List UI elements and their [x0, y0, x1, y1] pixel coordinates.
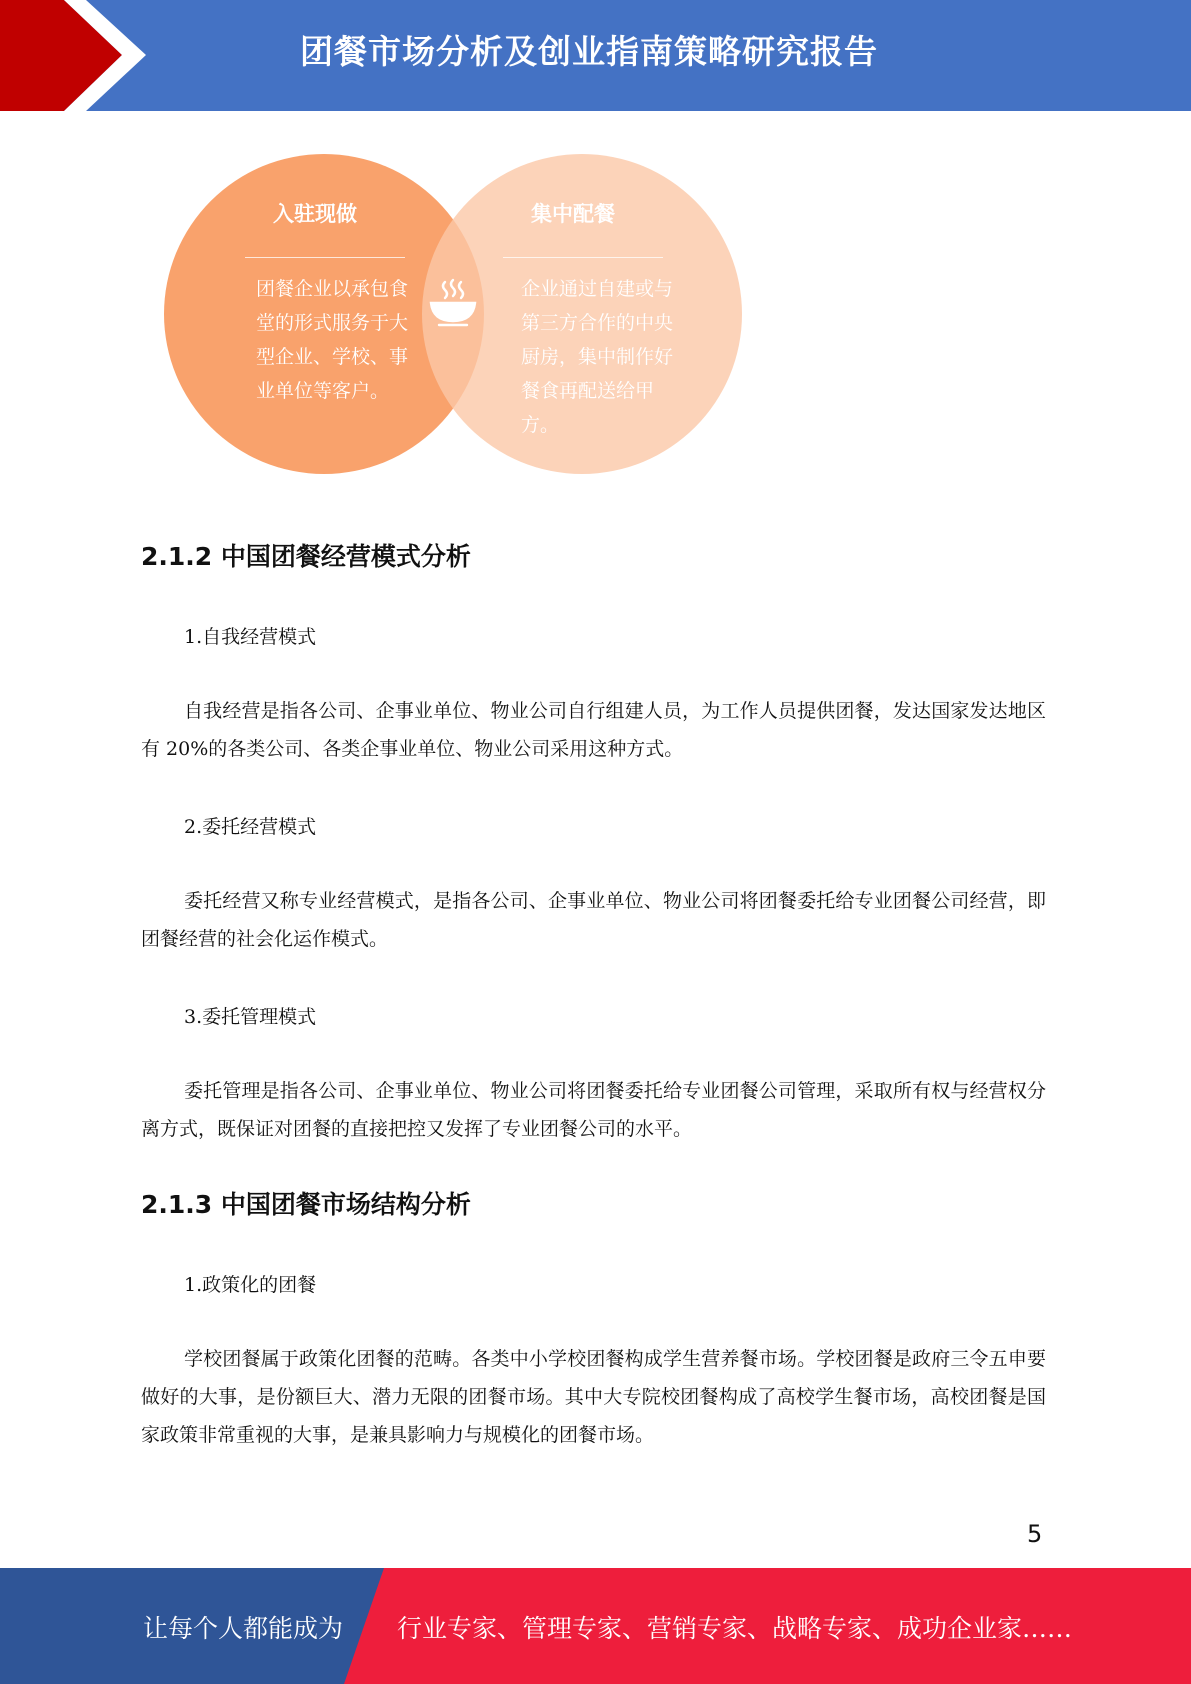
page-number: 5: [1027, 1520, 1043, 1548]
paragraph-policy-catering: 学校团餐属于政策化团餐的范畴。各类中小学校团餐构成学生营养餐市场。学校团餐是政府三令五申要做好的大事，是份额巨大、潜力无限的团餐市场。其中大专院校团餐构成了高校学生餐市场，高校团餐是国家政策非常重视的大事，是兼具影响力与规模化的团餐市场。: [141, 1348, 1046, 1446]
left-circle-text: 团餐企业以承包食堂的形式服务于大型企业、学校、事业单位等客户。: [256, 278, 409, 402]
paragraph-self-operation: 自我经营是指各公司、企事业单位、物业公司自行组建人员，为工作人员提供团餐，发达国家发达地区有 20%的各类公司、各类企事业单位、物业公司采用这种方式。: [141, 700, 1046, 760]
header-banner: [0, 0, 1191, 111]
venn-diagram: [150, 150, 750, 480]
header-arrow-decoration: [0, 0, 160, 111]
section-heading-2-1-2: 2.1.2 中国团餐经营模式分析: [141, 542, 471, 571]
list-item-policy-catering: 1.政策化的团餐: [184, 1274, 317, 1296]
list-item-self-operation: 1.自我经营模式: [184, 626, 317, 648]
list-item-entrusted-management: 3.委托管理模式: [184, 1006, 317, 1028]
right-circle-divider: [503, 257, 663, 258]
right-circle-title: 集中配餐: [531, 202, 615, 226]
paragraph-entrusted-management: 委托管理是指各公司、企事业单位、物业公司将团餐委托给专业团餐公司管理，采取所有权与经营权分离方式，既保证对团餐的直接把控又发挥了专业团餐公司的水平。: [141, 1080, 1046, 1140]
list-item-entrusted-operation: 2.委托经营模式: [184, 816, 317, 838]
footer-slogan-left: 让每个人都能成为: [143, 1614, 344, 1643]
footer-slogan-right: 行业专家、管理专家、营销专家、战略专家、成功企业家……: [397, 1614, 1073, 1643]
right-circle-text: 企业通过自建或与第三方合作的中央厨房，集中制作好餐食再配送给甲方。: [521, 278, 674, 436]
paragraph-entrusted-operation: 委托经营又称专业经营模式，是指各公司、企事业单位、物业公司将团餐委托给专业团餐公司经营，即团餐经营的社会化运作模式。: [141, 890, 1046, 950]
report-title: 团餐市场分析及创业指南策略研究报告: [300, 32, 878, 71]
footer-banner: [0, 1568, 1191, 1684]
left-circle-title: 入驻现做: [273, 202, 357, 226]
left-circle-divider: [245, 257, 405, 258]
section-heading-2-1-3: 2.1.3 中国团餐市场结构分析: [141, 1190, 471, 1219]
